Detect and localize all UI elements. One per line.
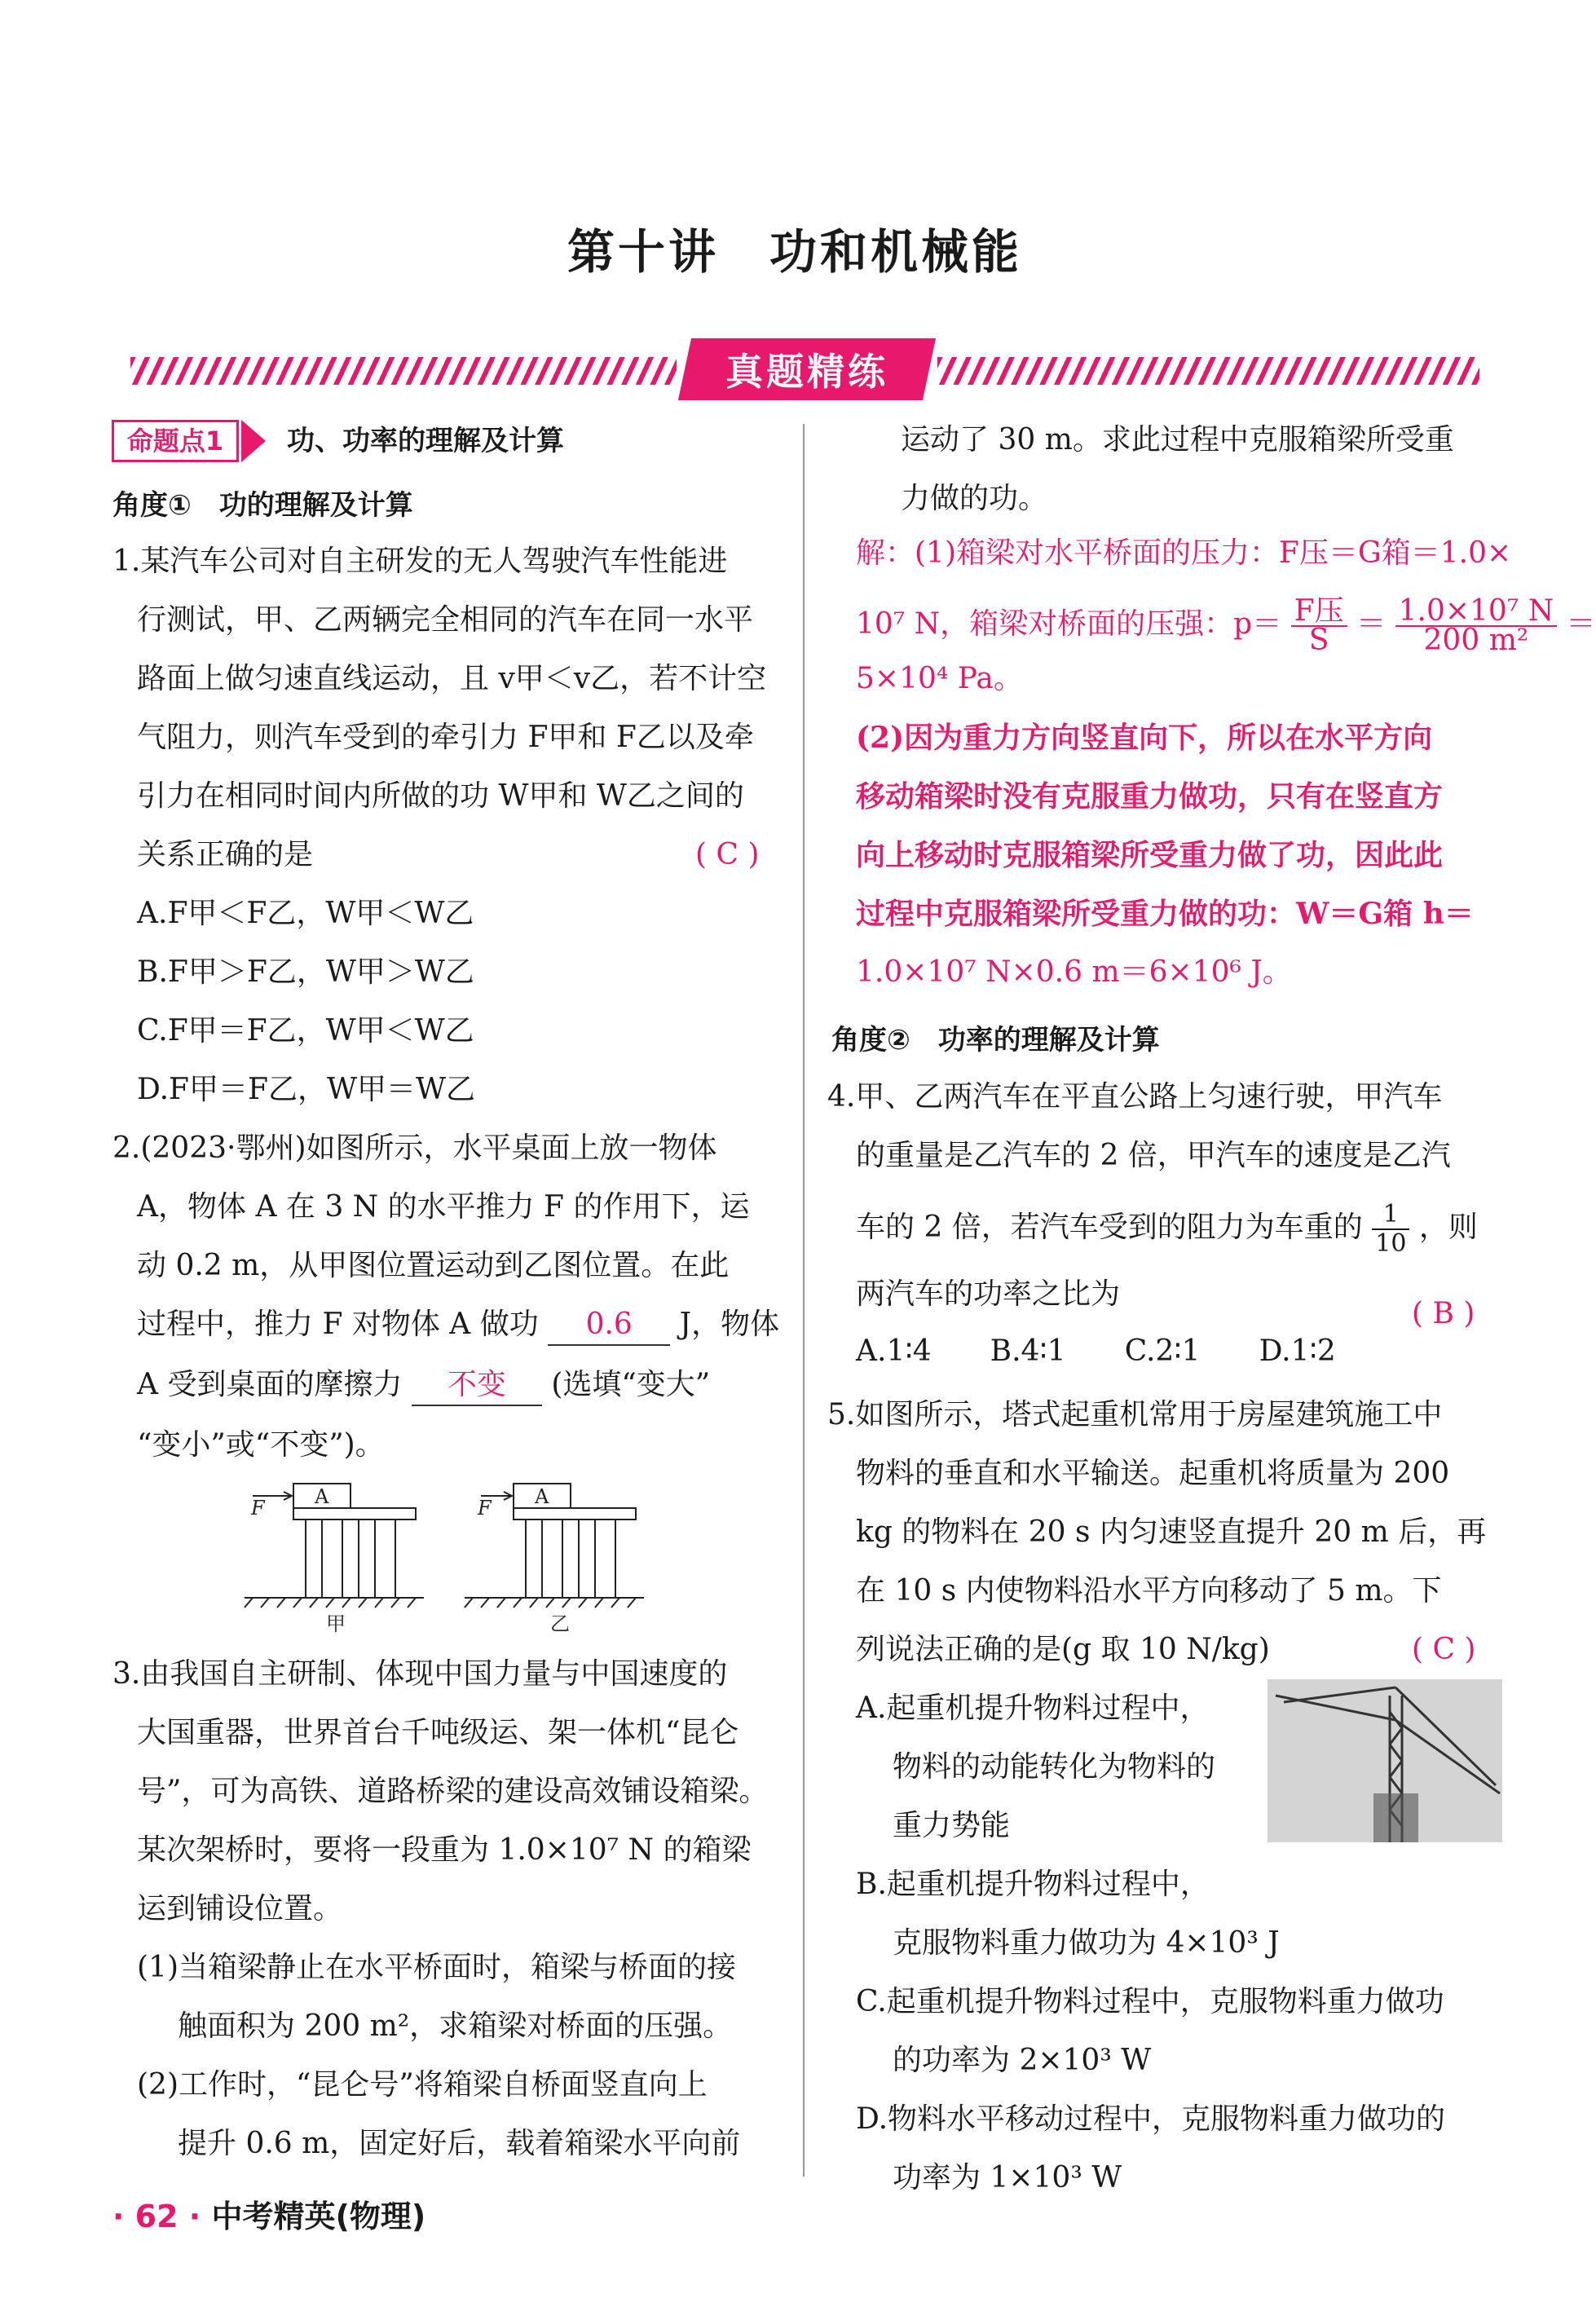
q2-fig-label-a: A [315, 1485, 329, 1508]
q2-line: A，物体 A 在 3 N 的水平推力 F 的作用下，运 [137, 1190, 750, 1224]
banner-stripes-right [937, 357, 1479, 385]
q3-solution-line: 10⁷ N，箱梁对桥面的压强：p＝ [856, 607, 1282, 641]
q3-solution-line: 向上移动时克服箱梁所受重力做了功，因此此 [856, 838, 1444, 872]
question-1 [112, 542, 766, 1109]
angle-heading-2: 角度② 功率的理解及计算 [831, 1024, 1160, 1056]
q2-fig-label-f: F [478, 1497, 492, 1520]
q1-line: 引力在相同时间内所做的功 W甲和 W乙之间的 [137, 779, 744, 813]
q2-line: 2.(2023·鄂州)如图所示，水平桌面上放一物体 [112, 1131, 717, 1165]
q2-line5-text: A 受到桌面的摩擦力 [137, 1368, 403, 1401]
q2-line: “变小”或“不变”)。 [137, 1428, 385, 1462]
banner-stripes-left [130, 357, 677, 385]
q3-subquestion-1: (1)当箱梁静止在水平桥面时，箱梁与桥面的接 [137, 1951, 736, 1984]
q3-solution-line: (2)因为重力方向竖直向下，所以在水平方向 [856, 721, 1433, 755]
q3-line: 运到铺设位置。 [137, 1892, 343, 1925]
q1-option-d: D.F甲＝F乙，W甲＝W乙 [137, 1073, 475, 1106]
q3-line: 触面积为 200 m²，求箱梁对桥面的压强。 [178, 2009, 733, 2043]
q1-option-b: B.F甲＞F乙，W甲＞W乙 [137, 955, 474, 989]
q1-line: 1.某汽车公司对自主研发的无人驾驶汽车性能进 [112, 545, 728, 578]
q5-option-a: A.起重机提升物料过程中， [856, 1692, 1210, 1725]
q3-line: 提升 0.6 m，固定好后，载着箱梁水平向前 [178, 2127, 741, 2160]
q3-solution-line: 移动箱梁时没有克服重力做功，只有在竖直方 [856, 779, 1444, 814]
q2-fig-label-a: A [535, 1485, 549, 1508]
q3-continued [856, 421, 1454, 518]
tag-arrow-icon [241, 420, 266, 462]
q2-line4-text: J，物体 [679, 1308, 780, 1341]
q3-line: 3.由我国自主研制、体现中国力量与中国速度的 [112, 1657, 728, 1691]
pressure-fraction: $\frac{\text{F压}}{S}$ [1291, 598, 1347, 655]
q4-answer: ( B ) [1412, 1297, 1475, 1330]
column-divider [803, 424, 805, 2177]
q4-fraction: $\frac{1}{10}$ [1372, 1201, 1409, 1258]
question-3 [112, 1655, 768, 2163]
q5-line: kg 的物料在 20 s 内匀速竖直提升 20 m 后，再 [856, 1515, 1487, 1549]
q1-option-c: C.F甲＝F乙，W甲＜W乙 [137, 1014, 474, 1048]
q5-line: 物料的垂直和水平输送。起重机将质量为 200 [856, 1457, 1450, 1490]
angle-heading-1: 角度① 功的理解及计算 [112, 489, 413, 522]
q2-line5-text: (选填“变大” [551, 1368, 711, 1401]
page-number: · 62 · [112, 2199, 201, 2234]
q2-blank-1: 0.6 [548, 1305, 670, 1346]
q4-line3-text: ，则 [1418, 1211, 1478, 1244]
q2-fig-label-f: F [251, 1497, 265, 1520]
crane-photo [1268, 1679, 1502, 1842]
q1-answer: ( C ) [695, 838, 760, 871]
q3-solution: 解：(1)箱梁对水平桥面的压力：F压＝G箱＝1.0× 10⁷ N，箱梁对桥面的压强：p＝ $\frac{\text{F压}}{S}$ ＝ $\frac{\text{1.0×10⁷ N}}{\text{200 m²}}$ ＝ 5×10⁴ Pa。 (2)因为重力方向竖直向下，所以在水平方向 移动箱梁时没有克服重力做功，只有在竖直方 向上移动时克服箱梁所受重力做了功，因此此 过程中克服箱梁所受重力做的功：W＝G箱 h＝ 1.0×10⁷ N×0.6 m＝6×10⁶ J。 [856, 534, 1596, 992]
q1-option-a: A.F甲＜F乙，W甲＜W乙 [137, 897, 474, 930]
q2-fig-caption-right: 乙 [550, 1612, 570, 1635]
q2-line: 动 0.2 m，从甲图位置运动到乙图位置。在此 [137, 1249, 730, 1282]
q5-option-a-cont: 重力势能 [893, 1809, 1011, 1842]
q2-figure [236, 1475, 660, 1639]
page-title: 第十讲 功和机械能 [567, 224, 1022, 280]
q3-solution-line: 5×10⁴ Pa。 [856, 662, 1023, 695]
q3-cont-line: 运动了 30 m。求此过程中克服箱梁所受重 [901, 423, 1454, 457]
q5-option-d: D.物料水平移动过程中，克服物料重力做功的 [856, 2102, 1446, 2136]
q4-line: 4.甲、乙两汽车在平直公路上匀速行驶，甲汽车 [827, 1080, 1443, 1114]
q3-line: 某次架桥时，要将一段重为 1.0×10⁷ N 的箱梁 [137, 1833, 752, 1867]
q5-line: 5.如图所示，塔式起重机常用于房屋建筑施工中 [827, 1398, 1443, 1431]
q5-line: 在 10 s 内使物料沿水平方向移动了 5 m。下 [856, 1574, 1442, 1608]
question-2 [112, 1129, 779, 1465]
section-banner: 真题精练 [725, 350, 888, 394]
q2-line4-text: 过程中，推力 F 对物体 A 做功 [137, 1308, 539, 1341]
q1-line: 行测试，甲、乙两辆完全相同的汽车在同一水平 [137, 603, 754, 637]
q3-solution-line: 过程中克服箱梁所受重力做的功：W＝G箱 h＝ [856, 897, 1474, 931]
q4-line: 的重量是乙汽车的 2 倍，甲汽车的速度是乙汽 [856, 1139, 1451, 1172]
q3-solution-line: 1.0×10⁷ N×0.6 m＝6×10⁶ J。 [856, 955, 1292, 989]
pressure-value-fraction: $\frac{\text{1.0×10⁷ N}}{\text{200 m²}}$ [1395, 598, 1558, 655]
q5-line: 列说法正确的是(g 取 10 N/kg) [856, 1633, 1270, 1666]
q5-option-c: C.起重机提升物料过程中，克服物料重力做功 [856, 1985, 1444, 2018]
q4-options: A.1∶4 B.4∶1 C.2∶1 D.1∶2 [856, 1334, 1336, 1368]
q2-blank-2: 不变 [412, 1365, 542, 1406]
q3-line: 大国重器，世界首台千吨级运、架一体机“昆仑 [137, 1716, 739, 1749]
q1-line: 气阻力，则汽车受到的牵引力 F甲和 F乙以及牵 [137, 721, 754, 754]
q1-line: 路面上做匀速直线运动，且 v甲＜v乙，若不计空 [137, 662, 767, 695]
topic-tag: 命题点1 [112, 420, 239, 462]
book-title: 中考精英(物理) [211, 2199, 426, 2234]
page-footer [112, 2191, 425, 2236]
q5-option-b: B.起重机提升物料过程中， [856, 1868, 1210, 1901]
q5-option-d-cont: 功率为 1×10³ W [893, 2161, 1122, 2194]
q5-option-c-cont: 的功率为 2×10³ W [893, 2044, 1152, 2077]
q5-option-a-cont: 物料的动能转化为物料的 [893, 1750, 1216, 1784]
q3-cont-line: 力做的功。 [901, 482, 1048, 515]
q1-line: 关系正确的是 [137, 838, 314, 871]
question-4 [827, 1078, 1478, 1371]
q3-solution-line: 解：(1)箱梁对水平桥面的压力：F压＝G箱＝1.0× [856, 536, 1512, 570]
q5-answer: ( C ) [1412, 1633, 1476, 1666]
topic-heading: 功、功率的理解及计算 [287, 425, 564, 457]
q5-option-b-cont: 克服物料重力做功为 4×10³ J [893, 1926, 1280, 1960]
q3-subquestion-2: (2)工作时，“昆仑号”将箱梁自桥面竖直向上 [137, 2068, 708, 2102]
q4-line3-text: 车的 2 倍，若汽车受到的阻力为车重的 [856, 1211, 1363, 1244]
q2-fig-caption-left: 甲 [326, 1612, 346, 1635]
q4-line: 两汽车的功率之比为 [856, 1277, 1121, 1311]
q3-line: 号”，可为高铁、道路桥梁的建设高效铺设箱梁。 [137, 1775, 769, 1808]
